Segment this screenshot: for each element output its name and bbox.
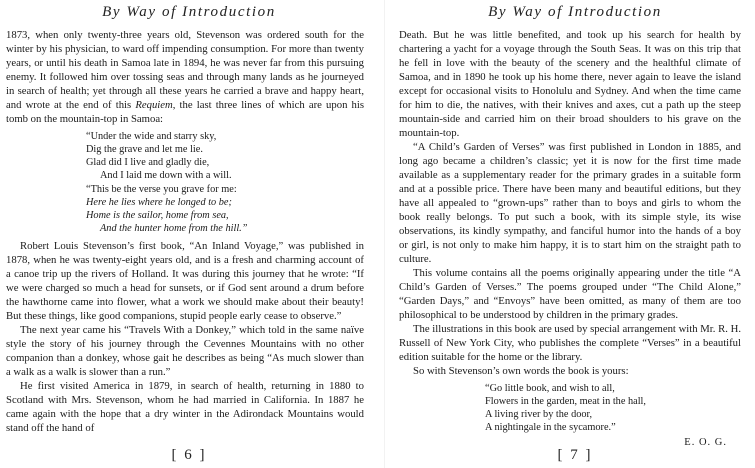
verse-line: A nightingale in the sycamore.” xyxy=(485,422,616,433)
verse-line: And the hunter home from the hill.” xyxy=(100,223,248,234)
right-page-text xyxy=(399,28,741,449)
verse-line: Glad did I live and gladly die, xyxy=(86,157,210,168)
left-page-text xyxy=(6,28,364,435)
author-initials: E. O. G. xyxy=(684,437,727,448)
requiem-title: Requiem xyxy=(135,99,173,111)
running-head-right: By Way of Introduction xyxy=(488,4,662,20)
verse-line: Here he lies where he longed to be; xyxy=(86,197,232,208)
verse-line: “Under the wide and starry sky, xyxy=(86,131,217,142)
left-paragraph-2: Robert Louis Stevenson’s first book, “An Inland Voyage,” was published in 1878, when he was twenty-eight years old, and is a fresh and charming account of a canoe trip up the rivers of Holland. It was during this journey that he wrote: “If we were charged so much a head for sunsets, or if God sent around a drum before the hawthorne came into flower, what a work we should make about their beauty! But these things, like good companions, stupid people early cease to observe.” xyxy=(6,240,364,322)
requiem-verse xyxy=(6,130,364,235)
right-paragraph-2: “A Child’s Garden of Verses” was first published in London in 1885, and long ago became a children’s classic; yet it is now for the first time made available as a supplementary reader for the primary grades in a suitable form and at a possible price. There have been many and beautiful editions, but they have all appealed to “grown-ups” rather than to boys and girls to whom the book really belongs. To put such a book, with its simple style, its wise observations, its kindly sympathy, and fanciful humor into the hands of a boy or girl, is not only to make him happy, it is to start him on the straight path to culture. xyxy=(399,141,741,265)
left-paragraph-1-text: 1873, when only twenty-three years old, Stevenson was ordered south for the winter by his physician, to ward off impending consumption. For more than twenty years, or until his death in Samoa late in 1894, he was never far from this pursuing enemy. It followed him over tossing seas and through many lands as he journeyed in search of health; yet through all these years he carried a brave and happy heart, and wrote at the end of this xyxy=(6,29,364,111)
verse-line: A living river by the door, xyxy=(485,409,593,420)
page-number-left: [ 6 ] xyxy=(171,447,207,463)
right-paragraph-5: So with Stevenson’s own words the book is yours: xyxy=(413,365,629,377)
left-paragraph-4: He first visited America in 1879, in search of health, returning in 1880 to Scotland with Mrs. Stevenson, whom he had married in California. In 1887 he came again with the hope that a dry winter in the Adirondack Mountains would stand off the hand of xyxy=(6,380,364,434)
gutter-divider xyxy=(384,0,385,468)
right-paragraph-4: The illustrations in this book are used by special arrangement with Mr. R. H. Russell of New York City, who publishes the complete “Verses” in a beautiful edition suitable for the home or the library. xyxy=(399,323,741,363)
verse-line: Flowers in the garden, meat in the hall, xyxy=(485,396,646,407)
verse-line: “This be the verse you grave for me: xyxy=(86,184,237,195)
verse-line: “Go little book, and wish to all, xyxy=(485,383,615,394)
running-head-left: By Way of Introduction xyxy=(102,4,276,20)
verse-line: Home is the sailor, home from sea, xyxy=(86,210,229,221)
verse-line: And I laid me down with a will. xyxy=(100,170,232,181)
verse-line: Dig the grave and let me lie. xyxy=(86,144,203,155)
left-paragraph-1-end: , the last three lines of which are upon his tomb on the mountain-top in Samoa: xyxy=(6,99,365,125)
page-number-right: [ 7 ] xyxy=(557,447,593,463)
right-page xyxy=(395,0,755,468)
left-paragraph-3: The next year came his “Travels With a Donkey,” which told in the same naïve style the story of his journey through the Cevennes Mountains with no other companion than a donkey, whose gait he describes as being “As much slower than a walk as a walk is slower than a run.” xyxy=(6,324,364,378)
left-paragraph-1 xyxy=(6,28,364,126)
closing-verse xyxy=(399,382,741,434)
right-paragraph-1: Death. But he was little benefited, and took up his search for health by chartering a yacht for a voyage through the South Seas. It was on this trip that he fell in love with the beauty of the scenery and the healthful climate of Samoa, and in 1890 he took up his home there, never again to leave the island except for occasional visits to Honolulu and Sydney. And when the time came for him to die, the natives, with their knives and axes, cut a path up the steep mountain-side and carried him on their broad shoulders to his grave on the mountain-top. xyxy=(399,29,741,139)
right-paragraph-3: This volume contains all the poems originally appearing under the title “A Child’s Garden of Verses.” The poems grouped under “The Child Alone,” “Garden Days,” and “Envoys” have been omitted, as many of them are too philosophical to be understood by children in the primary grades. xyxy=(399,267,741,321)
